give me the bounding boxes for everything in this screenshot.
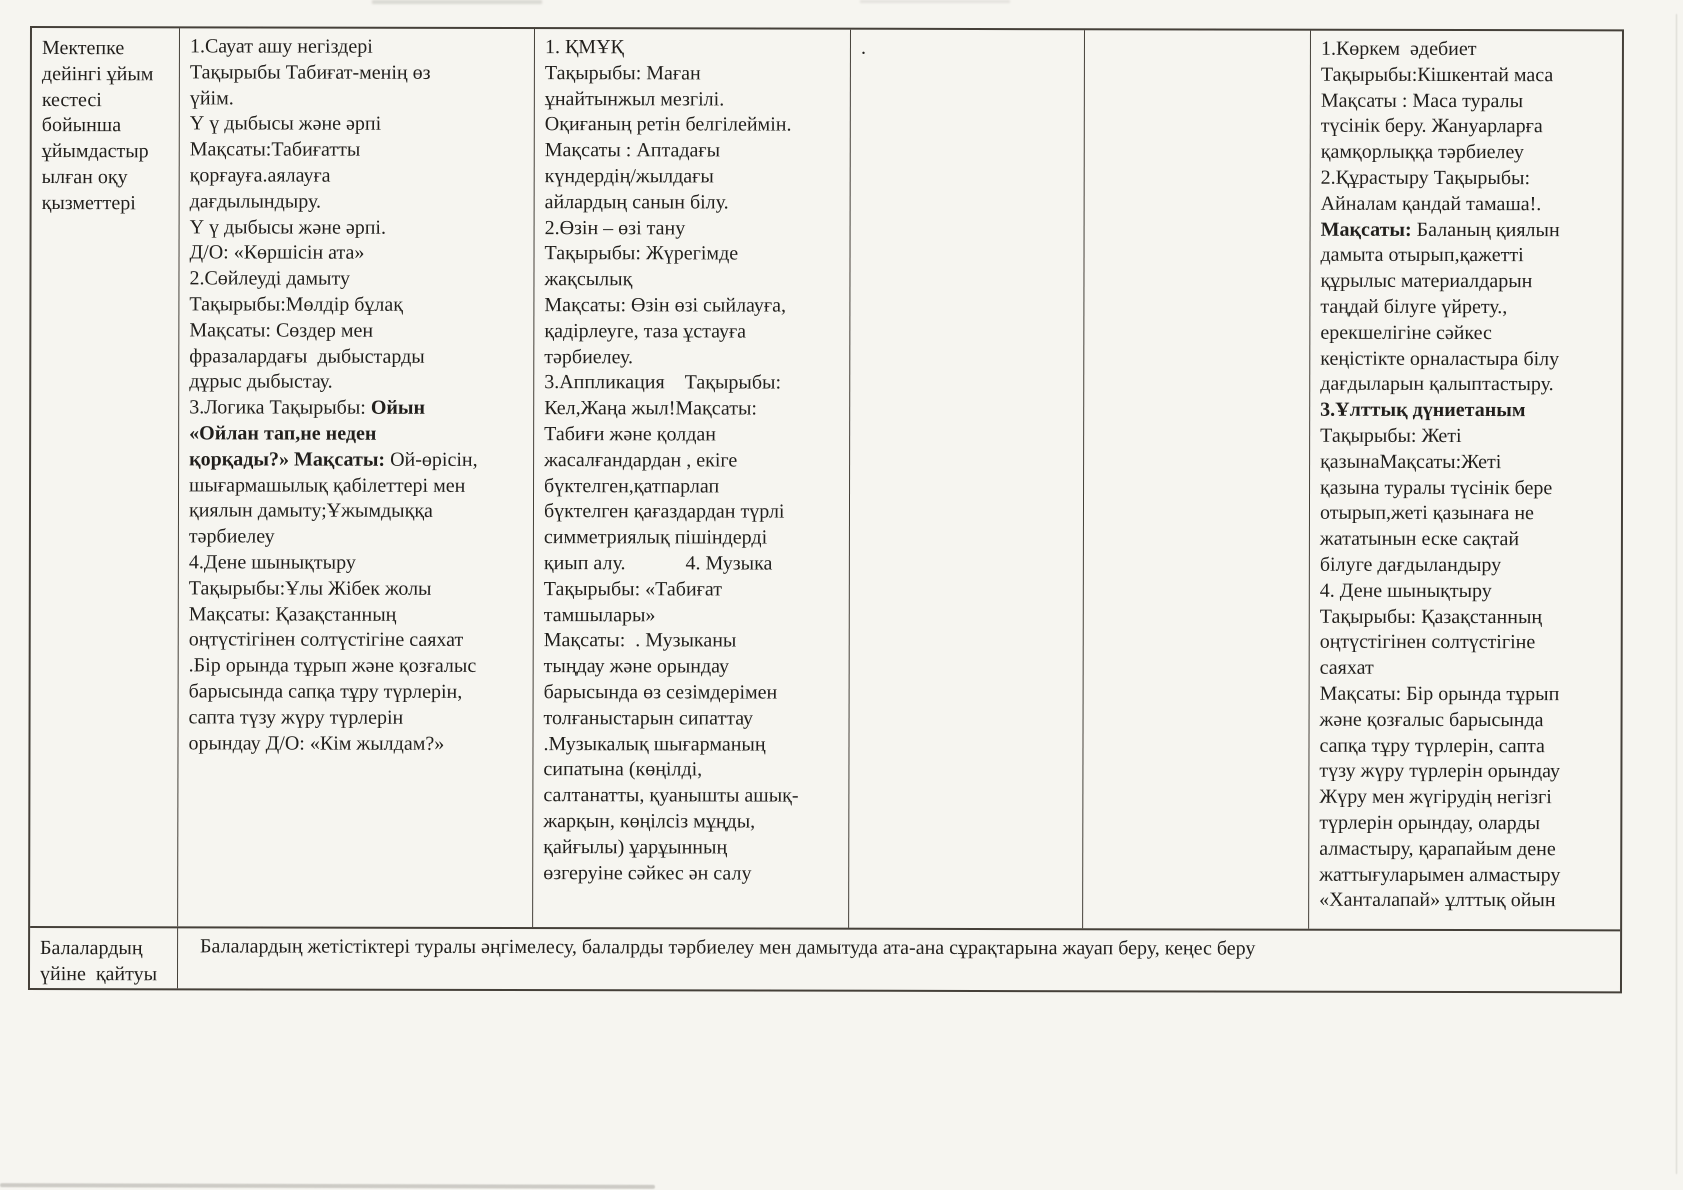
cell-homegoing-note: Балалардың жетістіктері туралы әңгімелесу, балалрды тәрбиелеу мен дамытуда ата-ана сұрақтарына жауап беру, кеңес беру <box>177 928 1620 991</box>
weekly-plan-table <box>28 26 1624 993</box>
cell-day2-activities: 1. ҚМҰҚ Тақырыбы: Маған ұнайтынжыл мезгілі. Оқиғаның ретін белгілеймін. Мақсаты : Аптадағы күндердің/жылдағы айлардың санын білу. 2.Өзін – өзі тану Тақырыбы: Жүрегімде жақсылық Мақсаты: Өзін өзі сыйлауға, қадірлеуге, таза ұстауға тәрбиелеу. 3.Аппликация Тақырыбы: Кел,Жаңа жыл!Мақсаты: Табиғи және қолдан жасалғандардан , екіге бүктелген,қатпарлап бүктелген қағаздардан түрлі симметриялық пішіндерді қиып алу. 4. Музыка Тақырыбы: «Табиғат тамшылары» Мақсаты: . Музыканы тыңдау және орындау барысында өз сезімдерімен толғаныстарын сипаттау .Музыкалық шығарманың сипатына (көңілді, салтанатты, қуанышты ашық- жарқын, көңілсіз мұңды, қайғылы) ұарұынның өзгеруіне сәйкес ән салу <box>532 29 850 928</box>
scan-artifact-top-streak-2 <box>860 0 1010 3</box>
scan-artifact-bottom-streak <box>0 1183 655 1189</box>
cell-schedule-activities-label: Мектепке дейінгі ұйым кестесі бойынша ұйымдастыр ылған оқу қызметтері <box>41 37 154 215</box>
cell-day5-activities: 1.Көркем әдебиет Тақырыбы:Кішкентай маса Мақсаты : Маса туралы түсінік беру. Жануарларға қамқорлыққа тәрбиелеу 2.Құрастыру Тақырыбы: Айналам қандай тамаша!. Мақсаты: Баланың қиялын дамыта отырып,қажетті құрылыс материалдарын таңдай білуге үйрету., ерекшелігіне сәйкес кеңістікте орналастыра білу дағдыларын қалыптастыру. 3.Ұлттық дүниетаным Тақырыбы: Жеті қазынаМақсаты:Жеті қазына туралы түсінік бере отырып,жеті қазынаға не жататынын еске сақтай білуге дағдыландыру 4. Дене шынықтыру Тақырыбы: Қазақстанның оңтүстігінен солтүстігіне саяхат Мақсаты: Бір орында тұрып және қозғалыс барысында сапқа тұру түрлерін, сапта түзу жүру түрлерін орындау Жүру мен жүгірудің негізгі түрлерін орындау, оларды алмастыру, қарапайым дене жаттығуларымен алмастыру «Ханталапай» ұлттық ойын <box>1308 31 1622 930</box>
activities-row <box>30 28 1622 929</box>
cell-day3-empty: . <box>848 30 1084 928</box>
cell-day1-activities: 1.Сауат ашу негіздері Тақырыбы Табиғат-менің өз үйім. Ү ү дыбысы және әрпі Мақсаты:Табиғатты қорғауға.аялауға дағдылындыру. Ү ү дыбысы және әрпі. Д/О: «Көршісін ата» 2.Сөйлеуді дамыту Тақырыбы:Мөлдір бұлақ Мақсаты: Сөздер мен фразалардағы дыбыстарды дұрыс дыбыстау. 3.Логика Тақырыбы: Ойын «Ойлан тап,не неден қорқады?» Мақсаты: Ой-өрісін, шығармашылық қабілеттері мен қиялын дамыту;Ұжымдыққа тәрбиелеу 4.Дене шынықтыру Тақырыбы:Ұлы Жібек жолы Мақсаты: Қазақстанның оңтүстігінен солтүстігіне саяхат .Бір орында тұрып және қозғалыс барысында сапқа тұру түрлерін, сапта түзу жүру түрлерін орындау Д/О: «Кім жылдам?» <box>177 28 534 927</box>
cell-day4-empty <box>1082 30 1310 928</box>
scan-artifact-page-edge <box>1676 14 1678 1174</box>
cell-homegoing-label: Балалардың үйіне қайтуы <box>39 937 158 986</box>
scan-artifact-top-streak <box>372 0 542 4</box>
homegoing-row <box>30 926 1620 991</box>
